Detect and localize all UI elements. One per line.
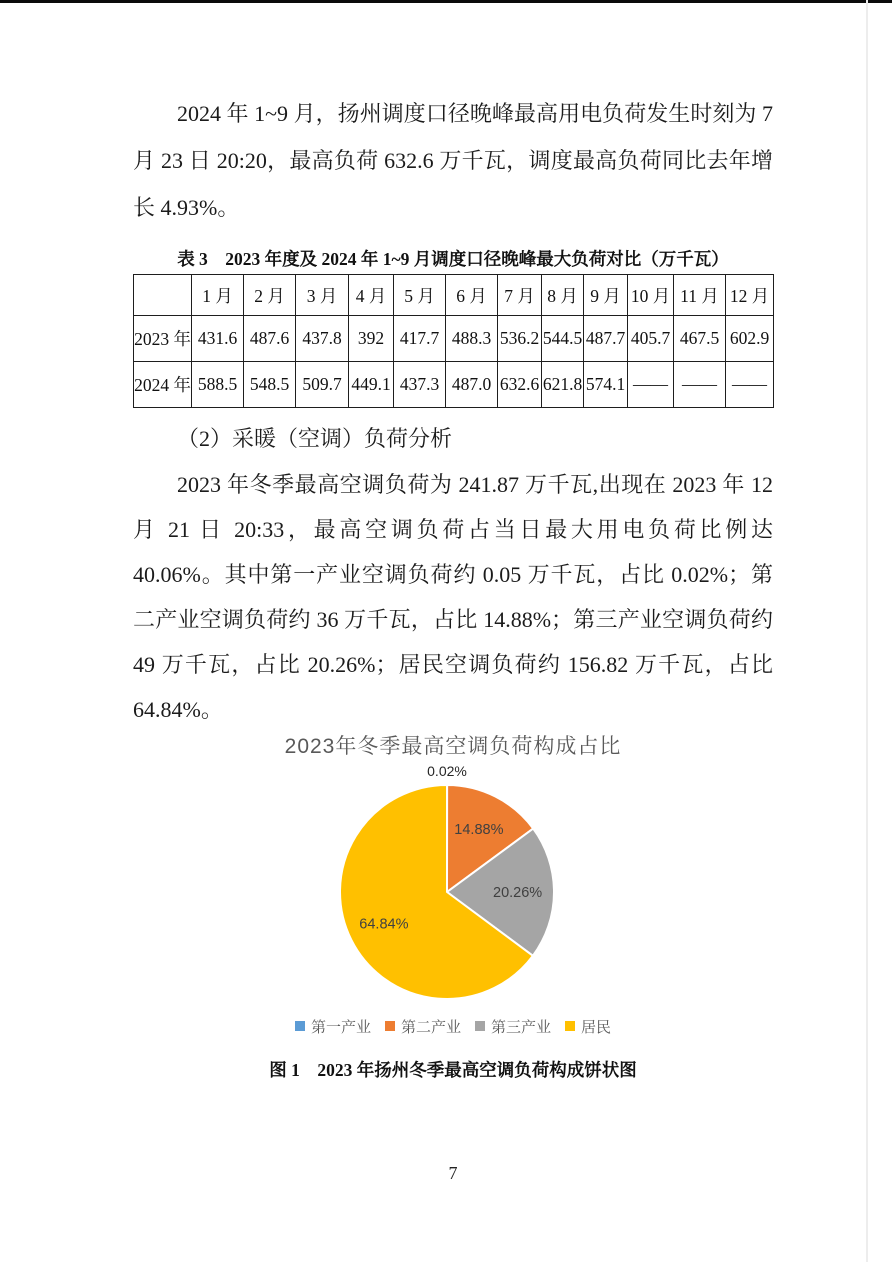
table-row	[134, 316, 774, 362]
legend-swatch-icon	[385, 1021, 395, 1031]
table-cell: 487.7	[584, 316, 628, 362]
pie-chart	[133, 762, 773, 1014]
paragraph-ac-load: 2023 年冬季最高空调负荷为 241.87 万千瓦,出现在 2023 年 12 月 21 日 20:33，最高空调负荷占当日最大用电负荷比例达 40.06%。其中第一产业空调负荷约 0.05 万千瓦，占比 0.02%；第二产业空调负荷约 36 万千瓦，占比 14.88%；第三产业空调负荷约 49 万千瓦，占比 20.26%；居民空调负荷约 156.82 万千瓦，占比 64.84%。	[133, 472, 773, 722]
table-cell: 488.3	[446, 316, 498, 362]
table-header-cell: 2 月	[244, 275, 296, 316]
legend-label: 居民	[581, 1018, 612, 1036]
legend-swatch-icon	[565, 1021, 575, 1031]
table-cell: 602.9	[726, 316, 774, 362]
page-number: 7	[448, 1163, 458, 1183]
legend-item	[565, 1016, 611, 1037]
chart-legend	[133, 1016, 773, 1036]
table-header-cell: 11 月	[674, 275, 726, 316]
table-header-cell: 9 月	[584, 275, 628, 316]
legend-label: 第一产业	[310, 1018, 371, 1036]
table-cell: 487.0	[446, 362, 498, 408]
table-cell: ——	[726, 362, 774, 408]
document-page	[133, 0, 773, 1184]
table-cell: 632.6	[498, 362, 542, 408]
table-header-cell: 1 月	[192, 275, 244, 316]
table-cell: 431.6	[192, 316, 244, 362]
section-heading: （2）采暖（空调）负荷分析	[177, 426, 453, 451]
table-row-label: 2023 年	[134, 316, 192, 362]
table-cell: 437.8	[296, 316, 349, 362]
figure-caption: 图 1 2023 年扬州冬季最高空调负荷构成饼状图	[269, 1060, 637, 1080]
table-header-cell: 6 月	[446, 275, 498, 316]
table-cell: 536.2	[498, 316, 542, 362]
table-cell: 487.6	[244, 316, 296, 362]
pie-data-label: 20.26%	[493, 885, 543, 902]
table-cell: 392	[349, 316, 394, 362]
pie-data-label: 14.88%	[454, 822, 504, 838]
table-cell: 449.1	[349, 362, 394, 408]
paragraph-peak-load: 2024 年 1~9 月，扬州调度口径晚峰最高用电负荷发生时刻为 7 月 23 日 20:20，最高负荷 632.6 万千瓦，调度最高负荷同比去年增长 4.93%。	[133, 101, 773, 220]
table-header-cell: 12 月	[726, 275, 774, 316]
table-cell: ——	[674, 362, 726, 408]
table-cell: 467.5	[674, 316, 726, 362]
pie-data-label: 64.84%	[359, 916, 409, 933]
legend-item	[475, 1016, 551, 1037]
table-cell: 621.8	[542, 362, 584, 408]
table-header-cell: 5 月	[394, 275, 446, 316]
table-cell: 417.7	[394, 316, 446, 362]
table-header-cell: 3 月	[296, 275, 349, 316]
table-cell: 588.5	[192, 362, 244, 408]
table-cell: 405.7	[628, 316, 674, 362]
table-cell: 509.7	[296, 362, 349, 408]
table-cell: 574.1	[584, 362, 628, 408]
table-header-cell: 7 月	[498, 275, 542, 316]
legend-item	[385, 1016, 461, 1037]
table-cell: 544.5	[542, 316, 584, 362]
chart-title: 2023年冬季最高空调负荷构成占比	[284, 735, 622, 758]
table-title: 表 3 2023 年度及 2024 年 1~9 月调度口径晚峰最大负荷对比（万千瓦）	[177, 249, 729, 269]
table-header-cell	[134, 275, 192, 316]
legend-label: 第三产业	[491, 1018, 552, 1036]
table-header-cell: 8 月	[542, 275, 584, 316]
table-row-label: 2024 年	[134, 362, 192, 408]
pie-data-label: 0.02%	[427, 763, 467, 779]
table-header-cell: 4 月	[349, 275, 394, 316]
legend-item	[295, 1016, 371, 1037]
legend-swatch-icon	[295, 1021, 305, 1031]
load-comparison-table	[133, 274, 774, 408]
legend-label: 第二产业	[400, 1018, 461, 1036]
table-row	[134, 362, 774, 408]
table-cell: ——	[628, 362, 674, 408]
table-cell: 548.5	[244, 362, 296, 408]
table-cell: 437.3	[394, 362, 446, 408]
page-edge-line	[866, 0, 868, 1262]
pie-chart-block	[133, 734, 773, 1036]
legend-swatch-icon	[475, 1021, 485, 1031]
table-header-cell: 10 月	[628, 275, 674, 316]
